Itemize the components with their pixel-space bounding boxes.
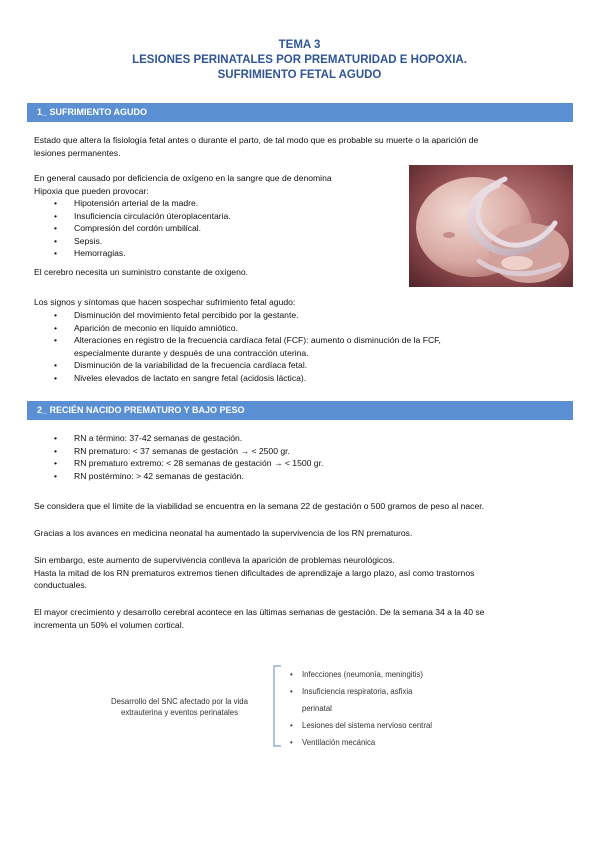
- bracket-icon: [268, 665, 282, 747]
- topic-subtitle: SUFRIMIENTO FETAL AGUDO: [217, 69, 382, 81]
- section-heading-2: 2_ RECIÉN NACIDO PREMATURO Y BAJO PESO: [27, 401, 573, 420]
- fetus-umbilical-cord-image: [409, 165, 573, 287]
- topic-number: TEMA 3: [278, 39, 321, 51]
- list-item: • Compresión del cordón umbilical.: [54, 222, 231, 235]
- list-item: • Insuficiencia circulación úteroplacentaria.: [54, 210, 231, 223]
- list-item: • Sepsis.: [54, 235, 231, 248]
- list-item: • Disminución de la variabilidad de la frecuencia cardíaca fetal.: [54, 359, 441, 372]
- list-item: • Aparición de meconio en líquido amniótico.: [54, 322, 441, 335]
- list-item: • Alteraciones en registro de la frecuencia cardíaca fetal (FCF): aumento o disminución de la FCF, especialmente durante y después de una contracción uterina.: [54, 334, 441, 359]
- list-item: • RN postérmino: > 42 semanas de gestación.: [54, 470, 323, 483]
- brain-note: El cerebro necesita un suministro constante de oxígeno.: [34, 267, 249, 277]
- hypoxia-cause-list: [54, 197, 231, 260]
- title-block: [0, 38, 599, 83]
- list-item: • Niveles elevados de lactato en sangre fetal (acidosis láctica).: [54, 372, 441, 385]
- list-item: • RN prematuro extremo: < 28 semanas de gestación → < 1500 gr.: [54, 457, 323, 470]
- list-item: • RN a término: 37-42 semanas de gestación.: [54, 432, 323, 445]
- list-item: • Insuficiencia respiratoria, asfixia perinatal: [290, 686, 432, 714]
- neurological-problems-paragraph: Sin embargo, este aumento de supervivencia conlleva la aparición de problemas neurológicos. Hasta la mitad de los RN prematuros extremos tienen dificultades de aprendizaje a largo plazo, así como trastornos conductuales.: [34, 555, 475, 590]
- list-item: • Hipotensión arterial de la madre.: [54, 197, 231, 210]
- survival-paragraph: Gracias a los avances en medicina neonatal ha aumentado la supervivencia de los RN prematuros.: [34, 528, 413, 538]
- list-item: • Disminución del movimiento fetal percibido por la gestante.: [54, 309, 441, 322]
- section-heading-1: 1_ SUFRIMIENTO AGUDO: [27, 103, 573, 122]
- signs-list: [54, 309, 441, 384]
- list-item: • Hemorragias.: [54, 247, 231, 260]
- intro-paragraph: Estado que altera la fisiología fetal antes o durante el parto, de tal modo que es probable su muerte o la aparición de lesiones permanentes.: [34, 135, 479, 158]
- diagram-label: Desarrollo del SNC afectado por la vida extrauterina y eventos perinatales: [111, 697, 248, 717]
- topic-title: LESIONES PERINATALES POR PREMATURIDAD E HOPOXIA.: [132, 54, 467, 66]
- signs-intro: Los signos y síntomas que hacen sospechar sufrimiento fetal agudo:: [34, 297, 296, 307]
- brain-growth-paragraph: El mayor crecimiento y desarrollo cerebral acontece en las últimas semanas de gestación. De la semana 34 a la 40 se incrementa un 50% el volumen cortical.: [34, 607, 485, 630]
- viability-paragraph: Se considera que el límite de la viabilidad se encuentra en la semana 22 de gestación o 500 gramos de peso al nacer.: [34, 501, 485, 511]
- diagram-factor-list: [290, 669, 432, 754]
- hypoxia-paragraph: En general causado por deficiencia de oxígeno en la sangre que de denomina Hipoxia que pueden provocar:: [34, 173, 332, 196]
- list-item: • Ventilación mecánica: [290, 737, 432, 748]
- fetus-illustration: [409, 165, 573, 287]
- list-item: • RN prematuro: < 37 semanas de gestación → < 2500 gr.: [54, 445, 323, 458]
- list-item: • Lesiones del sistema nervioso central: [290, 720, 432, 731]
- newborn-classification-list: [54, 432, 323, 482]
- list-item: • Infecciones (neumonía, meningitis): [290, 669, 432, 680]
